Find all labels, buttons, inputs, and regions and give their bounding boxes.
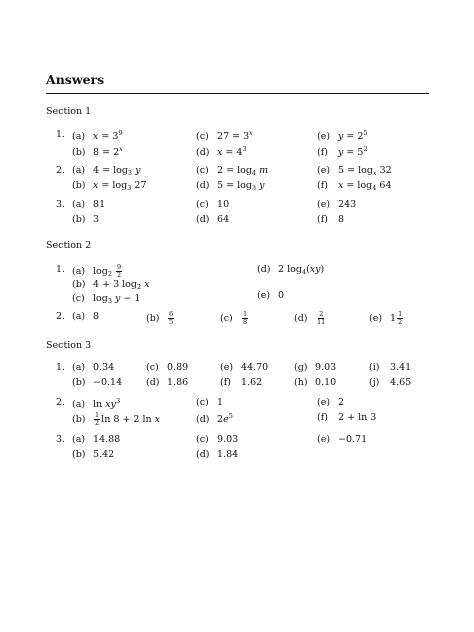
s1-q2-f: (f) $x = \log_4 64$ bbox=[317, 180, 392, 192]
s1-q1-b: (b) $8 = 2^x$ bbox=[72, 145, 123, 158]
s1-q3-b: (b) 3 bbox=[72, 214, 100, 225]
s2-q2-d: (d) $\frac{2}{11}$ bbox=[294, 310, 326, 326]
title-rule bbox=[46, 93, 429, 94]
page-title: Answers bbox=[46, 72, 105, 87]
s3-q1-g: (g) 9.03 bbox=[294, 362, 337, 373]
s3-q1-number: 1. bbox=[56, 362, 66, 373]
s2-q1-b: (b) 4 + 3 $\log_2 x$ bbox=[72, 279, 150, 291]
s3-q1-b: (b) −0.14 bbox=[72, 377, 123, 388]
s1-q1-e: (e) $y = 2^5$ bbox=[317, 129, 368, 142]
s3-q1-d: (d) 1.86 bbox=[146, 377, 189, 388]
section-1-heading: Section 1 bbox=[46, 106, 92, 117]
s3-q2-a: (a) $\ln xy^3$ bbox=[72, 397, 121, 410]
s3-q2-c: (c) 1 bbox=[196, 397, 224, 408]
s1-q2-number: 2. bbox=[56, 165, 66, 176]
s1-q1-a: (a) $x = 3^9$ bbox=[72, 129, 123, 142]
s3-q2-f: (f) 2 + ln 3 bbox=[317, 412, 377, 423]
s1-q3-c: (c) 10 bbox=[196, 199, 230, 210]
s3-q3-b: (b) 5.42 bbox=[72, 449, 115, 460]
s3-q3-c: (c) 9.03 bbox=[196, 434, 239, 445]
s1-q2-a: (a) $4 = \log_3 y$ bbox=[72, 165, 141, 177]
s3-q2-e: (e) 2 bbox=[317, 397, 345, 408]
s2-q2-a: (a) 8 bbox=[72, 311, 100, 322]
s3-q1-c: (c) 0.89 bbox=[146, 362, 189, 373]
s1-q3-e: (e) 243 bbox=[317, 199, 357, 210]
s1-q1-number: 1. bbox=[56, 129, 66, 140]
s1-q1-c: (c) $27 = 3^x$ bbox=[196, 129, 253, 142]
s1-q2-d: (d) $5 = \log_3 y$ bbox=[196, 180, 265, 192]
s1-q2-b: (b) $x = \log_3 27$ bbox=[72, 180, 147, 192]
s3-q2-d: (d) $2e^5$ bbox=[196, 412, 233, 425]
s3-q1-e: (e) 44.70 bbox=[220, 362, 269, 373]
s1-q1-d: (d) $x = 4^3$ bbox=[196, 145, 247, 158]
s3-q1-j: (j) 4.65 bbox=[369, 377, 412, 388]
s1-q3-a: (a) 81 bbox=[72, 199, 106, 210]
s2-q1-e: (e) 0 bbox=[257, 290, 285, 301]
s3-q1-f: (f) 1.62 bbox=[220, 377, 263, 388]
s3-q2-b: (b) $\frac{1}{2}$ ln 8 + 2 ln x bbox=[72, 411, 160, 427]
s3-q1-h: (h) 0.10 bbox=[294, 377, 337, 388]
s1-q2-c: (c) $2 = \log_4 m$ bbox=[196, 165, 269, 177]
s2-q1-a: (a) $\log_2$ $\frac{9}{2}$ bbox=[72, 263, 122, 279]
s3-q3-a: (a) 14.88 bbox=[72, 434, 121, 445]
section-2-heading: Section 2 bbox=[46, 240, 92, 251]
s3-q3-e: (e) −0.71 bbox=[317, 434, 368, 445]
s2-q2-b: (b) $\frac{6}{5}$ bbox=[146, 310, 174, 326]
s1-q3-d: (d) 64 bbox=[196, 214, 230, 225]
section-3-heading: Section 3 bbox=[46, 340, 92, 351]
s1-q3-f: (f) 8 bbox=[317, 214, 345, 225]
s2-q1-number: 1. bbox=[56, 264, 66, 275]
s2-q1-d: (d) 2 $\log_4(xy)$ bbox=[257, 264, 325, 276]
s1-q2-e: (e) $5 = \log_x 32$ bbox=[317, 165, 392, 177]
s2-q2-e: (e) 1 $\frac{1}{2}$ bbox=[369, 310, 403, 326]
s1-q3-number: 3. bbox=[56, 199, 66, 210]
s2-q1-c: (c) $\log_3 y - 1$ bbox=[72, 293, 141, 305]
s3-q1-i: (i) 3.41 bbox=[369, 362, 412, 373]
s2-q2-number: 2. bbox=[56, 311, 66, 322]
s3-q1-a: (a) 0.34 bbox=[72, 362, 115, 373]
s3-q3-d: (d) 1.84 bbox=[196, 449, 239, 460]
s2-q2-c: (c) $\frac{1}{8}$ bbox=[220, 310, 248, 326]
s3-q3-number: 3. bbox=[56, 434, 66, 445]
s1-q1-f: (f) $y = 5^2$ bbox=[317, 145, 368, 158]
s3-q2-number: 2. bbox=[56, 397, 66, 408]
